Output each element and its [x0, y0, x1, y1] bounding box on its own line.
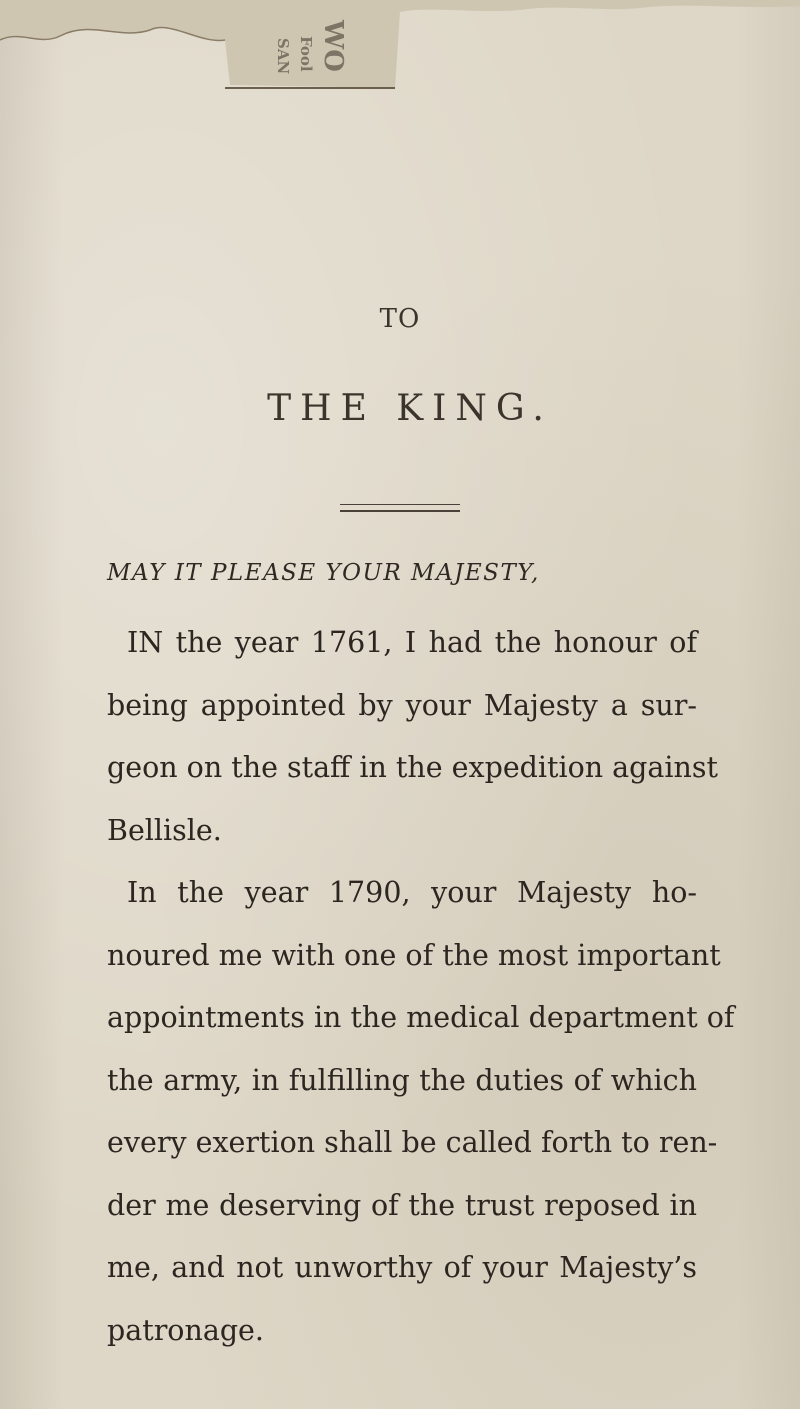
paragraph-2-line: der me deserving of the trust reposed in — [107, 1188, 697, 1222]
salutation: MAY IT PLEASE YOUR MAJESTY, — [107, 560, 540, 586]
heading-the-king: THE KING. — [267, 388, 553, 429]
paragraph-1-line: Bellisle. — [107, 813, 222, 847]
paragraph-1 — [107, 612, 718, 862]
paragraph-2-line: patronage. — [107, 1313, 264, 1347]
paragraph-1-line: IN the year 1761, I had the honour of — [127, 626, 697, 659]
paragraph-2 — [107, 862, 735, 1362]
bleed-through-san: SAN — [274, 38, 292, 75]
torn-top-edge — [0, 0, 800, 90]
paragraph-2-line: noured me with one of the most important — [107, 938, 721, 972]
paragraph-2-line: me, and not unworthy of your Majesty’s — [107, 1251, 697, 1284]
paragraph-1-line: geon on the staff in the expedition against — [107, 751, 718, 784]
paragraph-1-line: being appointed by your Majesty a sur- — [107, 688, 697, 722]
paragraph-2-line: the army, in fulfilling the duties of which — [107, 1063, 697, 1097]
paragraph-2-line: appointments in the medical department of — [107, 1001, 735, 1034]
double-rule — [340, 504, 460, 512]
bleed-through-wo: WO — [318, 20, 348, 72]
bleed-through-fool: Fool — [297, 36, 315, 72]
paragraph-2-line: In the year 1790, your Majesty ho- — [127, 876, 697, 909]
paragraph-2-line: every exertion shall be called forth to ren- — [107, 1126, 718, 1159]
heading-to: TO — [379, 304, 421, 334]
